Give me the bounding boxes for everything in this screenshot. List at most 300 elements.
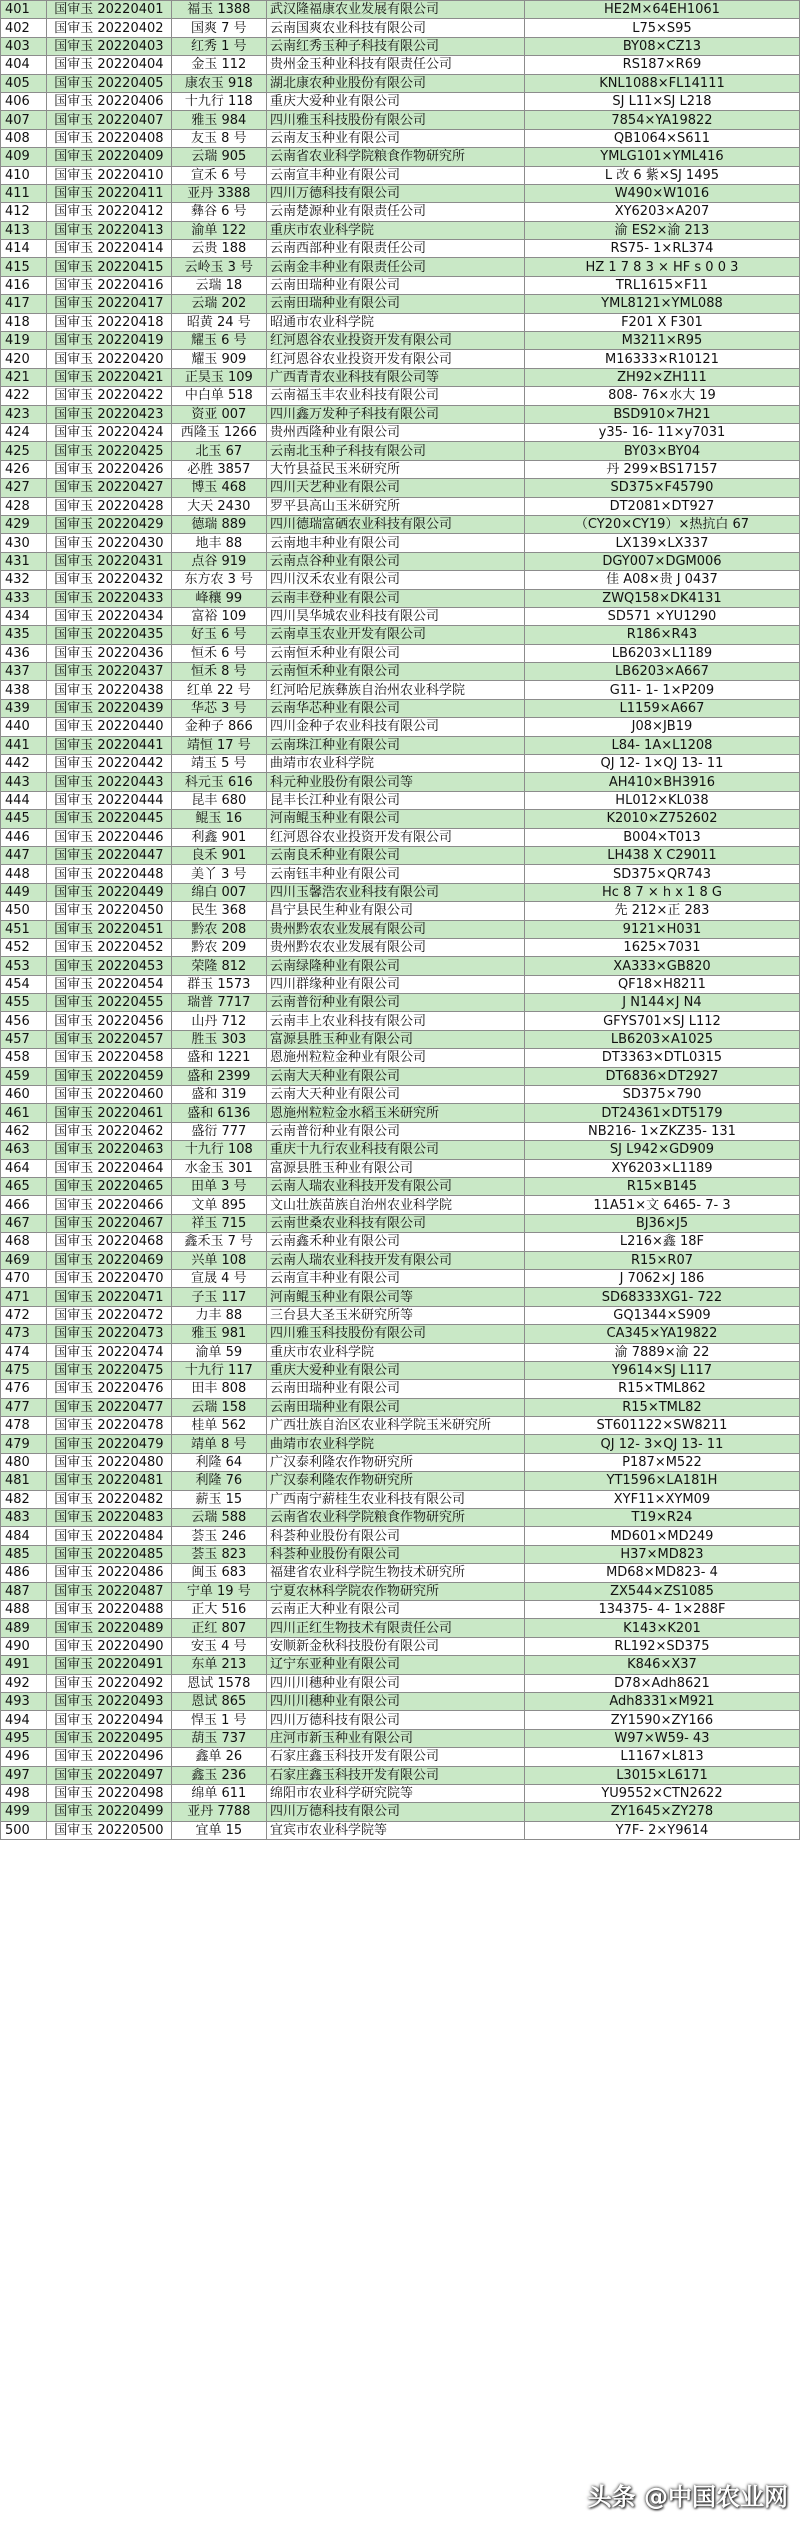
applicant-cell: 四川德瑞富硒农业科技有限公司 [266, 515, 524, 533]
row-number-cell: 421 [1, 368, 47, 386]
table-row [1, 957, 800, 975]
variety-name-cell: 亚丹 3388 [171, 184, 266, 202]
applicant-cell: 石家庄鑫玉科技开发有限公司 [266, 1748, 524, 1766]
row-number-cell: 453 [1, 957, 47, 975]
variety-name-cell: 靖玉 5 号 [171, 755, 266, 773]
row-number-cell: 500 [1, 1821, 47, 1839]
pedigree-cell: Y7F- 2×Y9614 [524, 1821, 799, 1839]
table-row [1, 1417, 800, 1435]
row-number-cell: 402 [1, 19, 47, 37]
approval-number-cell: 国审玉 20220480 [47, 1453, 171, 1471]
variety-name-cell: 葫玉 737 [171, 1729, 266, 1747]
variety-name-cell: 云贵 188 [171, 240, 266, 258]
variety-name-cell: 康农玉 918 [171, 74, 266, 92]
row-number-cell: 485 [1, 1545, 47, 1563]
applicant-cell: 广汉泰利隆农作物研究所 [266, 1472, 524, 1490]
approval-number-cell: 国审玉 20220463 [47, 1141, 171, 1159]
pedigree-cell: J 7062×J 186 [524, 1269, 799, 1287]
table-row [1, 203, 800, 221]
approval-number-cell: 国审玉 20220485 [47, 1545, 171, 1563]
variety-name-cell: 利鑫 901 [171, 828, 266, 846]
pedigree-cell: R15×TML862 [524, 1380, 799, 1398]
pedigree-cell: HZ 1 7 8 3 × HF s 0 0 3 [524, 258, 799, 276]
variety-name-cell: 安玉 4 号 [171, 1637, 266, 1655]
variety-name-cell: 华芯 3 号 [171, 699, 266, 717]
table-row [1, 681, 800, 699]
approval-number-cell: 国审玉 20220470 [47, 1269, 171, 1287]
pedigree-cell: AH410×BH3916 [524, 773, 799, 791]
pedigree-cell: M3211×R95 [524, 332, 799, 350]
variety-name-cell: 正红 807 [171, 1619, 266, 1637]
approval-number-cell: 国审玉 20220466 [47, 1196, 171, 1214]
row-number-cell: 477 [1, 1398, 47, 1416]
row-number-cell: 458 [1, 1049, 47, 1067]
row-number-cell: 475 [1, 1361, 47, 1379]
table-row [1, 1141, 800, 1159]
approval-number-cell: 国审玉 20220477 [47, 1398, 171, 1416]
variety-table-body [1, 1, 800, 1840]
table-row [1, 1159, 800, 1177]
table-row [1, 1, 800, 19]
row-number-cell: 436 [1, 644, 47, 662]
approval-number-cell: 国审玉 20220473 [47, 1325, 171, 1343]
pedigree-cell: Hc 8 7 × h x 1 8 G [524, 883, 799, 901]
row-number-cell: 479 [1, 1435, 47, 1453]
row-number-cell: 450 [1, 902, 47, 920]
row-number-cell: 451 [1, 920, 47, 938]
variety-name-cell: 盛和 2399 [171, 1067, 266, 1085]
variety-name-cell: 荟玉 823 [171, 1545, 266, 1563]
pedigree-cell: L84- 1A×L1208 [524, 736, 799, 754]
approval-number-cell: 国审玉 20220453 [47, 957, 171, 975]
row-number-cell: 429 [1, 515, 47, 533]
table-row [1, 589, 800, 607]
applicant-cell: 云南田瑞种业有限公司 [266, 295, 524, 313]
applicant-cell: 宜宾市农业科学院等 [266, 1821, 524, 1839]
approval-number-cell: 国审玉 20220487 [47, 1582, 171, 1600]
row-number-cell: 426 [1, 460, 47, 478]
pedigree-cell: BY08×CZ13 [524, 37, 799, 55]
table-row [1, 92, 800, 110]
variety-name-cell: 点谷 919 [171, 552, 266, 570]
variety-name-cell: 东单 213 [171, 1656, 266, 1674]
pedigree-cell: R186×R43 [524, 626, 799, 644]
table-row [1, 1104, 800, 1122]
variety-name-cell: 恩试 865 [171, 1692, 266, 1710]
applicant-cell: 广西青青农业科技有限公司等 [266, 368, 524, 386]
variety-name-cell: 宜单 15 [171, 1821, 266, 1839]
variety-name-cell: 盛和 319 [171, 1086, 266, 1104]
applicant-cell: 富源县胜玉种业有限公司 [266, 1030, 524, 1048]
approval-number-cell: 国审玉 20220478 [47, 1417, 171, 1435]
row-number-cell: 464 [1, 1159, 47, 1177]
applicant-cell: 广汉泰利隆农作物研究所 [266, 1453, 524, 1471]
row-number-cell: 427 [1, 479, 47, 497]
applicant-cell: 曲靖市农业科学院 [266, 755, 524, 773]
pedigree-cell: SD375×QR743 [524, 865, 799, 883]
table-row [1, 37, 800, 55]
row-number-cell: 473 [1, 1325, 47, 1343]
row-number-cell: 418 [1, 313, 47, 331]
variety-name-cell: 瑞普 7717 [171, 994, 266, 1012]
table-row [1, 1288, 800, 1306]
approval-number-cell: 国审玉 20220403 [47, 37, 171, 55]
applicant-cell: 四川雅玉科技股份有限公司 [266, 1325, 524, 1343]
applicant-cell: 云南田瑞种业有限公司 [266, 1380, 524, 1398]
table-row [1, 1196, 800, 1214]
approval-number-cell: 国审玉 20220459 [47, 1067, 171, 1085]
row-number-cell: 454 [1, 975, 47, 993]
approval-number-cell: 国审玉 20220446 [47, 828, 171, 846]
variety-name-cell: 黔农 208 [171, 920, 266, 938]
pedigree-cell: SD571 ×YU1290 [524, 607, 799, 625]
applicant-cell: 绵阳市农业科学研究院等 [266, 1784, 524, 1802]
table-row [1, 350, 800, 368]
row-number-cell: 457 [1, 1030, 47, 1048]
table-row [1, 442, 800, 460]
table-row [1, 405, 800, 423]
row-number-cell: 449 [1, 883, 47, 901]
table-row [1, 423, 800, 441]
variety-name-cell: 黔农 209 [171, 938, 266, 956]
approval-number-cell: 国审玉 20220479 [47, 1435, 171, 1453]
variety-name-cell: 中白单 518 [171, 387, 266, 405]
row-number-cell: 492 [1, 1674, 47, 1692]
table-row [1, 920, 800, 938]
variety-name-cell: 田单 3 号 [171, 1178, 266, 1196]
applicant-cell: 河南鲲玉种业有限公司等 [266, 1288, 524, 1306]
variety-name-cell: 正大 516 [171, 1600, 266, 1618]
variety-name-cell: 山丹 712 [171, 1012, 266, 1030]
row-number-cell: 407 [1, 111, 47, 129]
row-number-cell: 466 [1, 1196, 47, 1214]
approval-number-cell: 国审玉 20220448 [47, 865, 171, 883]
table-row [1, 773, 800, 791]
row-number-cell: 472 [1, 1306, 47, 1324]
approval-number-cell: 国审玉 20220458 [47, 1049, 171, 1067]
table-row [1, 56, 800, 74]
applicant-cell: 云南地丰种业有限公司 [266, 534, 524, 552]
applicant-cell: 四川川穗种业有限公司 [266, 1692, 524, 1710]
row-number-cell: 496 [1, 1748, 47, 1766]
row-number-cell: 415 [1, 258, 47, 276]
table-row [1, 1619, 800, 1637]
table-row [1, 552, 800, 570]
approval-number-cell: 国审玉 20220407 [47, 111, 171, 129]
approval-number-cell: 国审玉 20220424 [47, 423, 171, 441]
applicant-cell: 安顺新金秋科技股份有限公司 [266, 1637, 524, 1655]
table-row [1, 1600, 800, 1618]
pedigree-cell: MD601×MD249 [524, 1527, 799, 1545]
applicant-cell: 武汉隆福康农业发展有限公司 [266, 1, 524, 19]
table-row [1, 1086, 800, 1104]
pedigree-cell: BY03×BY04 [524, 442, 799, 460]
approval-number-cell: 国审玉 20220482 [47, 1490, 171, 1508]
approval-number-cell: 国审玉 20220408 [47, 129, 171, 147]
variety-name-cell: 闽玉 683 [171, 1564, 266, 1582]
variety-name-cell: 科元玉 616 [171, 773, 266, 791]
table-row [1, 1545, 800, 1563]
approval-number-cell: 国审玉 20220417 [47, 295, 171, 313]
row-number-cell: 463 [1, 1141, 47, 1159]
table-row [1, 846, 800, 864]
variety-name-cell: 红单 22 号 [171, 681, 266, 699]
applicant-cell: 贵州黔农农业发展有限公司 [266, 920, 524, 938]
approval-number-cell: 国审玉 20220493 [47, 1692, 171, 1710]
pedigree-cell: DT2081×DT927 [524, 497, 799, 515]
approval-number-cell: 国审玉 20220462 [47, 1122, 171, 1140]
applicant-cell: 云南华芯种业有限公司 [266, 699, 524, 717]
applicant-cell: 云南人瑞农业科技开发有限公司 [266, 1178, 524, 1196]
row-number-cell: 495 [1, 1729, 47, 1747]
variety-name-cell: 富裕 109 [171, 607, 266, 625]
applicant-cell: 科荟种业股份有限公司 [266, 1527, 524, 1545]
applicant-cell: 云南省农业科学院粮食作物研究所 [266, 148, 524, 166]
pedigree-cell: GQ1344×S909 [524, 1306, 799, 1324]
table-row [1, 626, 800, 644]
variety-name-cell: 彝谷 6 号 [171, 203, 266, 221]
applicant-cell: 湖北康农种业股份有限公司 [266, 74, 524, 92]
pedigree-cell: SD375×790 [524, 1086, 799, 1104]
row-number-cell: 423 [1, 405, 47, 423]
row-number-cell: 448 [1, 865, 47, 883]
approval-number-cell: 国审玉 20220435 [47, 626, 171, 644]
pedigree-cell: y35- 16- 11×y7031 [524, 423, 799, 441]
applicant-cell: 云南恒禾种业有限公司 [266, 644, 524, 662]
row-number-cell: 406 [1, 92, 47, 110]
pedigree-cell: K2010×Z752602 [524, 810, 799, 828]
table-row [1, 1711, 800, 1729]
variety-name-cell: 地丰 88 [171, 534, 266, 552]
table-row [1, 1361, 800, 1379]
table-row [1, 644, 800, 662]
table-row [1, 240, 800, 258]
variety-name-cell: 民生 368 [171, 902, 266, 920]
row-number-cell: 428 [1, 497, 47, 515]
variety-name-cell: 友玉 8 号 [171, 129, 266, 147]
approval-number-cell: 国审玉 20220468 [47, 1233, 171, 1251]
row-number-cell: 487 [1, 1582, 47, 1600]
table-row [1, 1821, 800, 1839]
pedigree-cell: BJ36×J5 [524, 1214, 799, 1232]
applicant-cell: 重庆大爱种业有限公司 [266, 92, 524, 110]
row-number-cell: 409 [1, 148, 47, 166]
pedigree-cell: J08×JB19 [524, 718, 799, 736]
variety-name-cell: 云瑞 905 [171, 148, 266, 166]
pedigree-cell: KNL1088×FL14111 [524, 74, 799, 92]
applicant-cell: 贵州西隆种业有限公司 [266, 423, 524, 441]
approval-number-cell: 国审玉 20220492 [47, 1674, 171, 1692]
applicant-cell: 红河恩谷农业投资开发有限公司 [266, 828, 524, 846]
pedigree-cell: XY6203×A207 [524, 203, 799, 221]
variety-name-cell: 昆丰 680 [171, 791, 266, 809]
applicant-cell: 富源县胜玉种业有限公司 [266, 1159, 524, 1177]
table-row [1, 1325, 800, 1343]
variety-name-cell: 峰穰 99 [171, 589, 266, 607]
row-number-cell: 438 [1, 681, 47, 699]
pedigree-cell: LB6203×A667 [524, 663, 799, 681]
variety-name-cell: 文单 895 [171, 1196, 266, 1214]
approval-number-cell: 国审玉 20220451 [47, 920, 171, 938]
variety-name-cell: 恒禾 6 号 [171, 644, 266, 662]
row-number-cell: 455 [1, 994, 47, 1012]
row-number-cell: 435 [1, 626, 47, 644]
table-row [1, 166, 800, 184]
approval-number-cell: 国审玉 20220488 [47, 1600, 171, 1618]
applicant-cell: 四川万德科技有限公司 [266, 184, 524, 202]
approval-number-cell: 国审玉 20220450 [47, 902, 171, 920]
variety-name-cell: 金种子 866 [171, 718, 266, 736]
approval-number-cell: 国审玉 20220443 [47, 773, 171, 791]
pedigree-cell: Y9614×SJ L117 [524, 1361, 799, 1379]
applicant-cell: 云南大天种业有限公司 [266, 1067, 524, 1085]
pedigree-cell: ZY1645×ZY278 [524, 1803, 799, 1821]
pedigree-cell: YMLG101×YML416 [524, 148, 799, 166]
variety-name-cell: 金玉 112 [171, 56, 266, 74]
row-number-cell: 489 [1, 1619, 47, 1637]
approval-number-cell: 国审玉 20220499 [47, 1803, 171, 1821]
table-row [1, 1803, 800, 1821]
approval-number-cell: 国审玉 20220457 [47, 1030, 171, 1048]
table-row [1, 571, 800, 589]
table-row [1, 1564, 800, 1582]
pedigree-cell: SJ L942×GD909 [524, 1141, 799, 1159]
applicant-cell: 罗平县高山玉米研究所 [266, 497, 524, 515]
table-row [1, 1435, 800, 1453]
row-number-cell: 447 [1, 846, 47, 864]
pedigree-cell: B004×T013 [524, 828, 799, 846]
approval-number-cell: 国审玉 20220497 [47, 1766, 171, 1784]
pedigree-cell: QJ 12- 1×QJ 13- 11 [524, 755, 799, 773]
variety-name-cell: 渝单 122 [171, 221, 266, 239]
row-number-cell: 461 [1, 1104, 47, 1122]
variety-name-cell: 必胜 3857 [171, 460, 266, 478]
table-row [1, 1656, 800, 1674]
applicant-cell: 云南红秀玉种子科技有限公司 [266, 37, 524, 55]
table-row [1, 1251, 800, 1269]
approval-number-cell: 国审玉 20220494 [47, 1711, 171, 1729]
approval-number-cell: 国审玉 20220460 [47, 1086, 171, 1104]
table-row [1, 810, 800, 828]
variety-name-cell: 利隆 76 [171, 1472, 266, 1490]
variety-name-cell: 荟玉 246 [171, 1527, 266, 1545]
row-number-cell: 478 [1, 1417, 47, 1435]
pedigree-cell: M16333×R10121 [524, 350, 799, 368]
approval-number-cell: 国审玉 20220495 [47, 1729, 171, 1747]
pedigree-cell: TRL1615×F11 [524, 276, 799, 294]
variety-name-cell: 西隆玉 1266 [171, 423, 266, 441]
table-row [1, 1398, 800, 1416]
table-row [1, 460, 800, 478]
pedigree-cell: XYF11×XYM09 [524, 1490, 799, 1508]
table-row [1, 111, 800, 129]
variety-name-cell: 荣隆 812 [171, 957, 266, 975]
row-number-cell: 422 [1, 387, 47, 405]
pedigree-cell: 先 212×正 283 [524, 902, 799, 920]
table-row [1, 1012, 800, 1030]
row-number-cell: 462 [1, 1122, 47, 1140]
table-row [1, 368, 800, 386]
table-row [1, 148, 800, 166]
applicant-cell: 云南省农业科学院粮食作物研究所 [266, 1509, 524, 1527]
approval-number-cell: 国审玉 20220461 [47, 1104, 171, 1122]
variety-name-cell: 盛和 1221 [171, 1049, 266, 1067]
variety-name-cell: 薪玉 15 [171, 1490, 266, 1508]
table-row [1, 1453, 800, 1471]
variety-name-cell: 靖恒 17 号 [171, 736, 266, 754]
row-number-cell: 456 [1, 1012, 47, 1030]
table-row [1, 607, 800, 625]
table-row [1, 902, 800, 920]
pedigree-cell: L216×鑫 18F [524, 1233, 799, 1251]
pedigree-cell: ZWQ158×DK4131 [524, 589, 799, 607]
applicant-cell: 四川川穗种业有限公司 [266, 1674, 524, 1692]
applicant-cell: 红河哈尼族彝族自治州农业科学院 [266, 681, 524, 699]
approval-number-cell: 国审玉 20220431 [47, 552, 171, 570]
approval-number-cell: 国审玉 20220432 [47, 571, 171, 589]
row-number-cell: 408 [1, 129, 47, 147]
table-row [1, 1692, 800, 1710]
row-number-cell: 440 [1, 718, 47, 736]
table-row [1, 1306, 800, 1324]
pedigree-cell: HL012×KL038 [524, 791, 799, 809]
variety-name-cell: 大天 2430 [171, 497, 266, 515]
variety-name-cell: 子玉 117 [171, 1288, 266, 1306]
pedigree-cell: YU9552×CTN2622 [524, 1784, 799, 1802]
applicant-cell: 云南宣丰种业有限公司 [266, 166, 524, 184]
pedigree-cell: RS187×R69 [524, 56, 799, 74]
table-row [1, 1380, 800, 1398]
approval-number-cell: 国审玉 20220469 [47, 1251, 171, 1269]
row-number-cell: 468 [1, 1233, 47, 1251]
row-number-cell: 444 [1, 791, 47, 809]
approval-number-cell: 国审玉 20220484 [47, 1527, 171, 1545]
variety-name-cell: 耀玉 6 号 [171, 332, 266, 350]
pedigree-cell: L75×S95 [524, 19, 799, 37]
pedigree-cell: L 改 6 紫×SJ 1495 [524, 166, 799, 184]
pedigree-cell: XY6203×L1189 [524, 1159, 799, 1177]
variety-name-cell: 鑫单 26 [171, 1748, 266, 1766]
row-number-cell: 413 [1, 221, 47, 239]
row-number-cell: 474 [1, 1343, 47, 1361]
pedigree-cell: D78×Adh8621 [524, 1674, 799, 1692]
table-row [1, 258, 800, 276]
table-row [1, 74, 800, 92]
pedigree-cell: 佳 A08×贵 J 0437 [524, 571, 799, 589]
approval-number-cell: 国审玉 20220425 [47, 442, 171, 460]
applicant-cell: 四川鑫万发种子科技有限公司 [266, 405, 524, 423]
row-number-cell: 401 [1, 1, 47, 19]
row-number-cell: 483 [1, 1509, 47, 1527]
table-row [1, 1269, 800, 1287]
approval-number-cell: 国审玉 20220428 [47, 497, 171, 515]
row-number-cell: 470 [1, 1269, 47, 1287]
applicant-cell: 四川玉馨浩农业科技有限公司 [266, 883, 524, 901]
table-row [1, 1748, 800, 1766]
pedigree-cell: QF18×H8211 [524, 975, 799, 993]
table-row [1, 1178, 800, 1196]
approval-number-cell: 国审玉 20220491 [47, 1656, 171, 1674]
variety-name-cell: 云瑞 202 [171, 295, 266, 313]
row-number-cell: 414 [1, 240, 47, 258]
variety-name-cell: 力丰 88 [171, 1306, 266, 1324]
pedigree-cell: L1167×L813 [524, 1748, 799, 1766]
row-number-cell: 403 [1, 37, 47, 55]
pedigree-cell: 丹 299×BS17157 [524, 460, 799, 478]
approval-number-cell: 国审玉 20220409 [47, 148, 171, 166]
pedigree-cell: SJ L11×SJ L218 [524, 92, 799, 110]
variety-name-cell: 十九行 118 [171, 92, 266, 110]
